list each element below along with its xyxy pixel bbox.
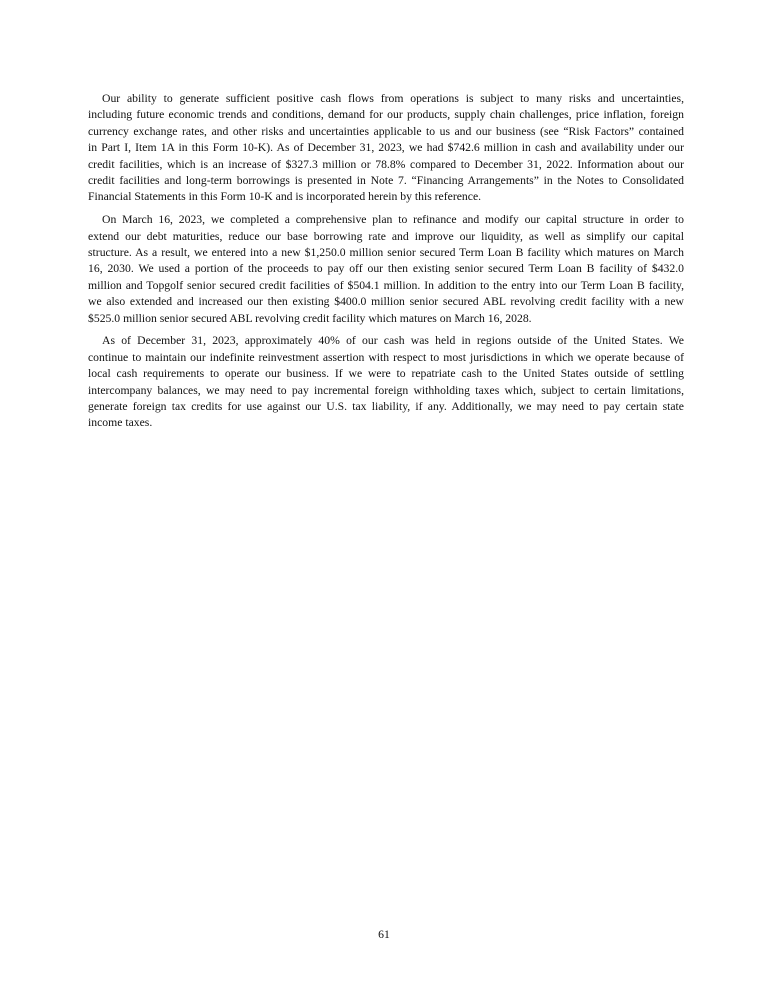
text-line: credit facilities and long-term borrowings is presented in Note 7. “Financing Arrangements” in the Notes to Consolidated (88, 173, 684, 187)
text-line: extend our debt maturities, reduce our base borrowing rate and improve our liquidity, as well as simplify our capital (88, 229, 684, 243)
text-line: income taxes. (88, 416, 153, 430)
text-line: On March 16, 2023, we completed a comprehensive plan to refinance and modify our capital structure in order to (102, 213, 684, 227)
text-line: structure. As a result, we entered into a new $1,250.0 million senior secured Term Loan B facility which matures on March (88, 246, 684, 260)
text-line: continue to maintain our indefinite reinvestment assertion with respect to most jurisdictions in which we operate because of (88, 350, 684, 364)
paragraph (88, 212, 684, 327)
text-line: credit facilities, which is an increase of $327.3 million or 78.8% compared to December 31, 2022. Information about our (88, 157, 684, 171)
text-line: we also extended and increased our then existing $400.0 million senior secured ABL revolving credit facility with a new (88, 295, 684, 309)
text-line: generate foreign tax credits for use against our U.S. tax liability, if any. Additionally, we may need to pay certain state (88, 400, 684, 414)
text-line: including future economic trends and conditions, demand for our products, supply chain challenges, price inflation, foreign (88, 108, 684, 122)
text-line: Our ability to generate sufficient positive cash flows from operations is subject to many risks and uncertainties, (102, 92, 684, 105)
text-line: 16, 2030. We used a portion of the proceeds to pay off our then existing senior secured Term Loan B facility of $432.0 (88, 262, 684, 276)
page-number: 61 (378, 928, 390, 941)
text-line: Financial Statements in this Form 10-K and is incorporated herein by this reference. (88, 190, 482, 204)
paragraph (88, 91, 684, 206)
text-line: in Part I, Item 1A in this Form 10-K). As of December 31, 2023, we had $742.6 million in cash and availability under our (88, 141, 684, 155)
text-line: million and Topgolf senior secured credit facilities of $504.1 million. In addition to the entry into our Term Loan B facility, (88, 278, 684, 292)
document-body (88, 91, 684, 438)
text-line: As of December 31, 2023, approximately 40% of our cash was held in regions outside of the United States. We (102, 334, 684, 348)
text-line: currency exchange rates, and other risks and uncertainties applicable to us and our business (see “Risk Factors” contained (88, 124, 684, 138)
paragraph (88, 333, 684, 431)
text-line: $525.0 million senior secured ABL revolving credit facility which matures on March 16, 2028. (88, 311, 532, 325)
text-line: local cash requirements to operate our business. If we were to repatriate cash to the United States outside of settling (88, 367, 684, 381)
text-line: intercompany balances, we may need to pay incremental foreign withholding taxes which, subject to certain limitations, (88, 383, 684, 397)
